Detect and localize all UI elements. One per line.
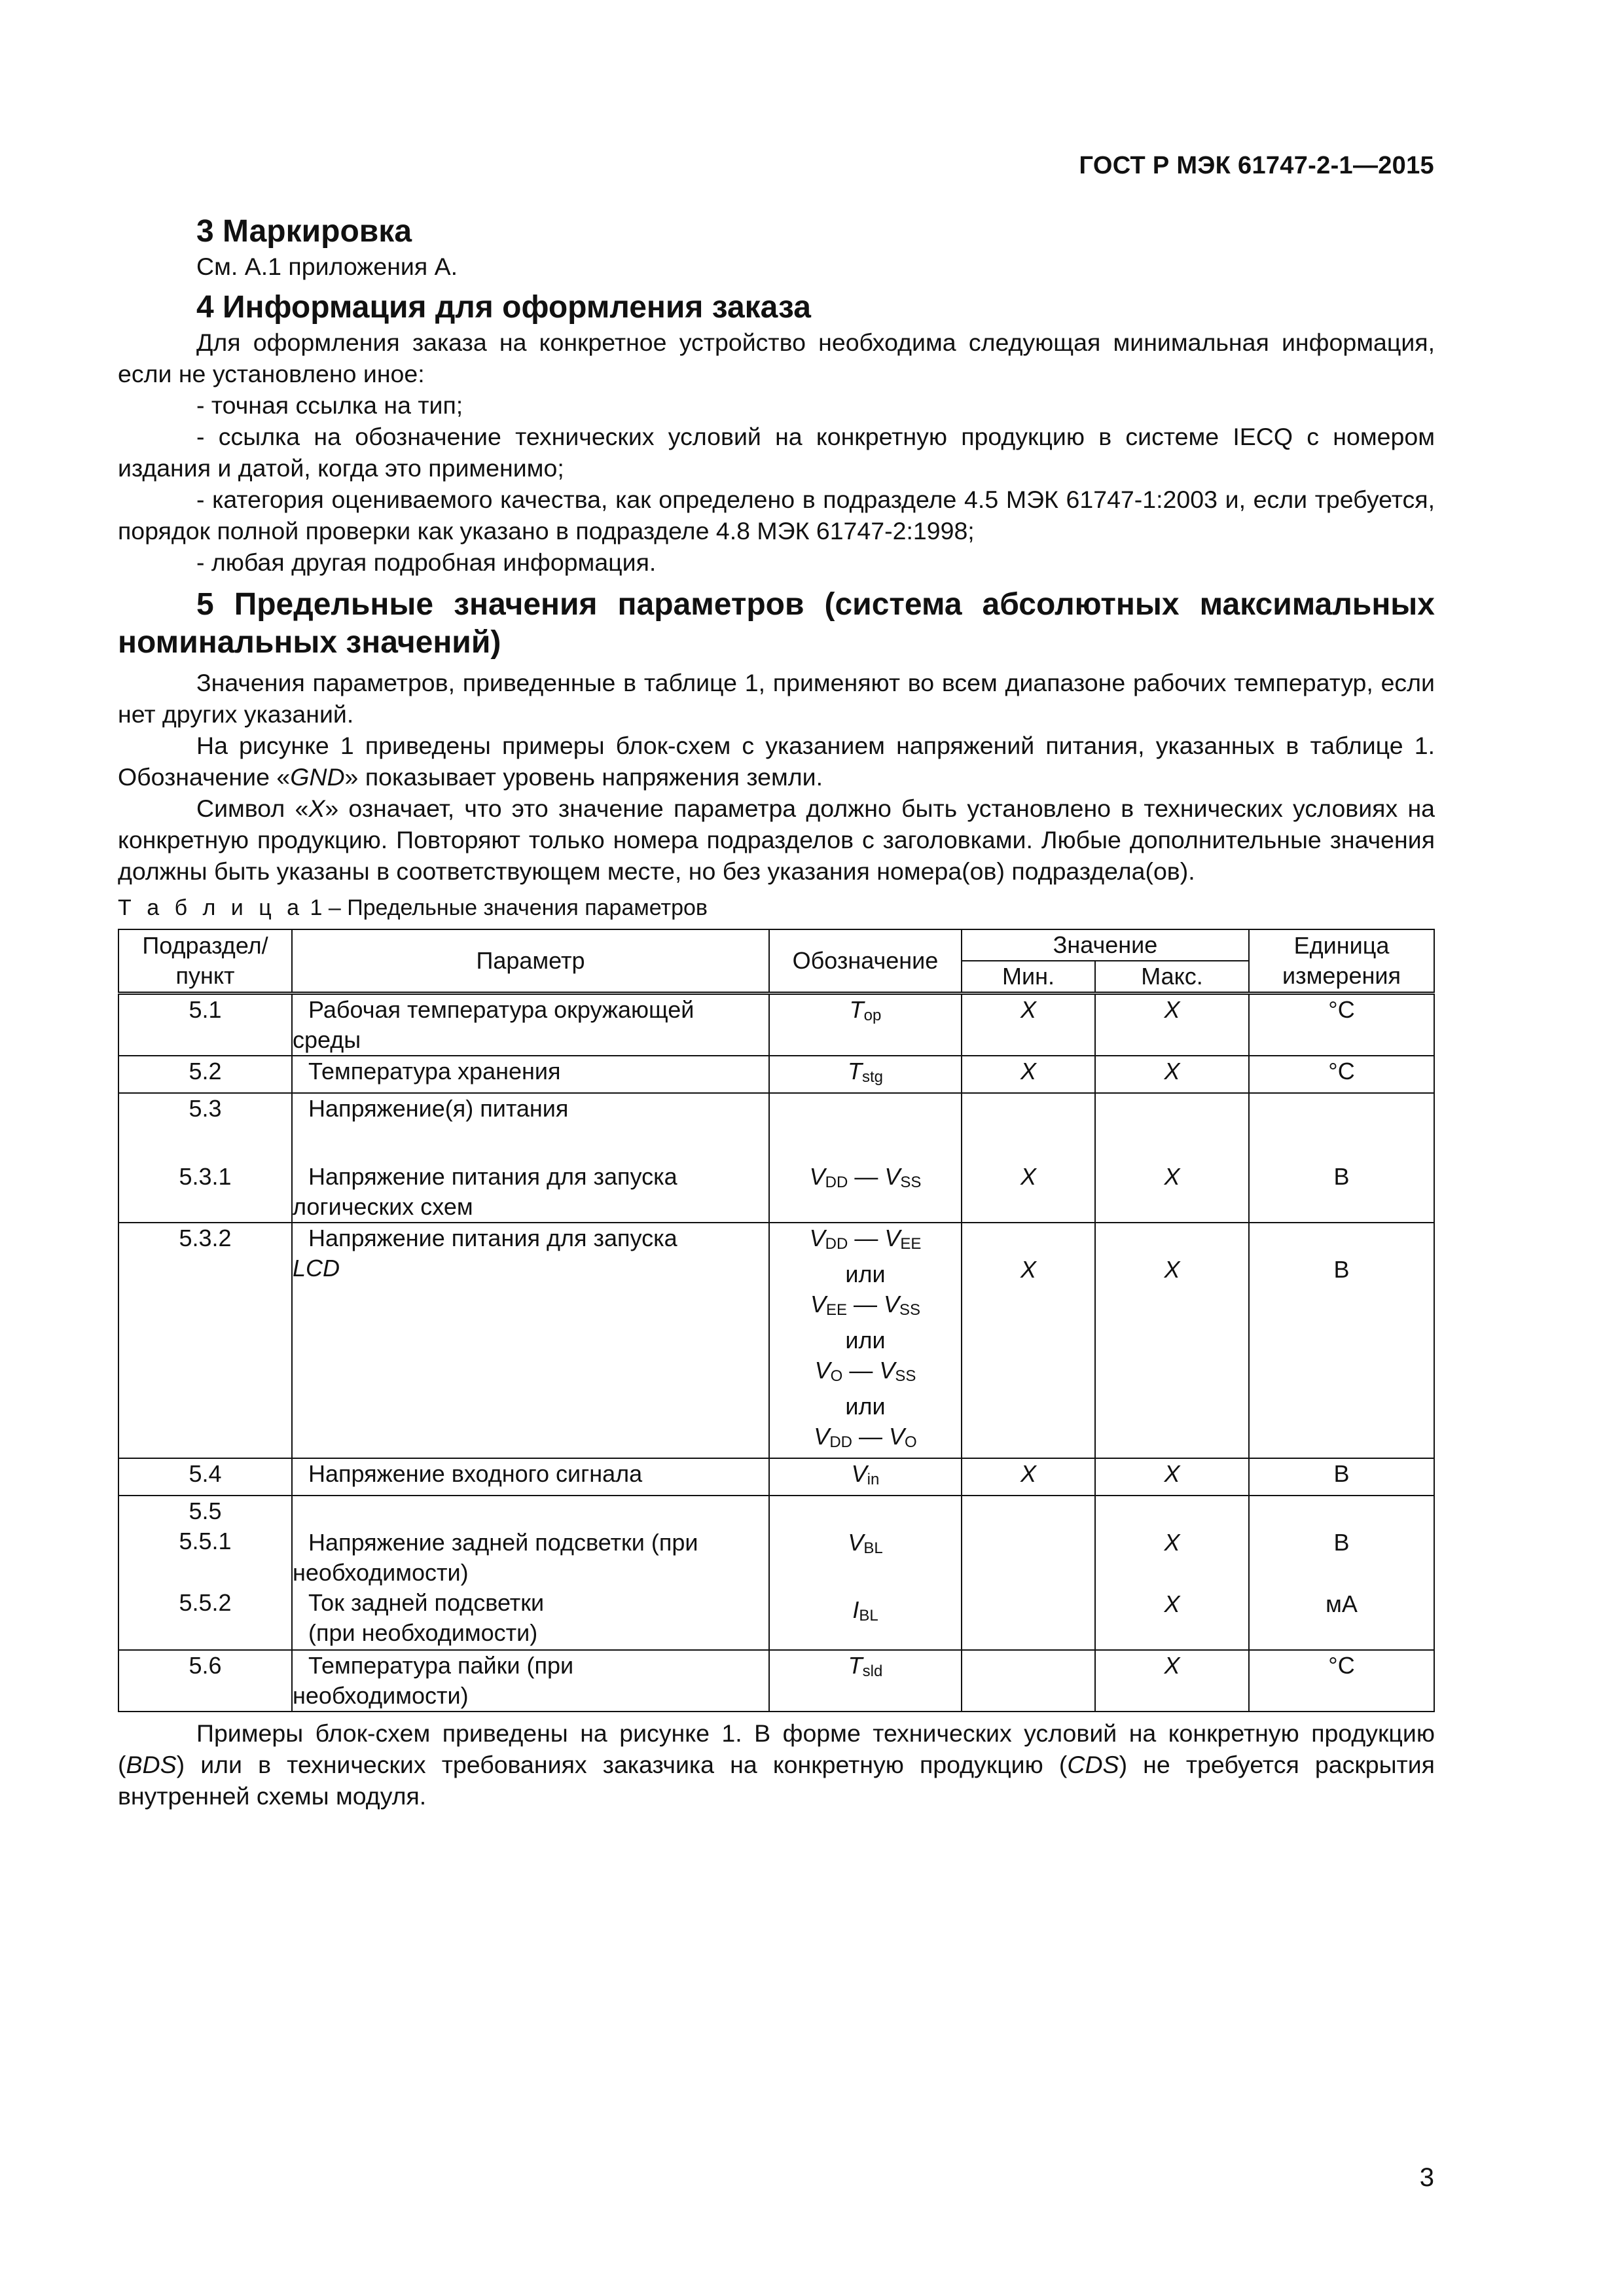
param-line: логических схем <box>293 1193 473 1220</box>
symbol-letter: V <box>814 1423 830 1450</box>
symbol-letter: V <box>884 1225 901 1251</box>
cell-max: X <box>1095 1458 1249 1496</box>
cell-param <box>292 994 769 1056</box>
spacer <box>770 1496 961 1528</box>
symbol-letter: V <box>884 1291 900 1318</box>
cell-param: Температура хранения <box>292 1056 769 1093</box>
max-value: X <box>1164 1163 1180 1190</box>
symbol-subscript: SS <box>895 1367 916 1385</box>
num-line: 5.5.1 <box>179 1528 232 1554</box>
spacer <box>308 1124 755 1162</box>
cell-symbol <box>769 1093 962 1223</box>
table-caption <box>118 893 1435 922</box>
cell-unit: °C <box>1249 994 1434 1056</box>
symbol-dash: — <box>848 1163 885 1190</box>
cell-num <box>118 1093 292 1223</box>
cell-symbol <box>769 1458 962 1496</box>
header-max: Макс. <box>1095 961 1249 994</box>
param-line: Температура пайки (при <box>308 1652 574 1679</box>
cell-unit <box>1249 1496 1434 1650</box>
symbol-letter: V <box>810 1291 826 1318</box>
symbol-letter: V <box>809 1163 825 1190</box>
param-line: Напряжение(я) питания <box>308 1095 569 1122</box>
spacer <box>1096 1496 1248 1528</box>
num-line: 5.5 <box>189 1498 222 1524</box>
unit-value: В <box>1333 1256 1350 1283</box>
spacer <box>308 1496 755 1528</box>
cell-max: X <box>1095 994 1249 1056</box>
symbol-letter: T <box>847 1058 862 1085</box>
symbol-subscript: DD <box>825 1174 848 1191</box>
table-row <box>118 1093 1434 1223</box>
symbol-subscript: BL <box>859 1607 878 1624</box>
page-content <box>118 213 1435 1812</box>
cell-symbol <box>769 1650 962 1712</box>
cell-param: Напряжение входного сигнала <box>292 1458 769 1496</box>
param-line: необходимости) <box>293 1682 469 1709</box>
symbol-or: или <box>845 1393 886 1420</box>
document-id-header: ГОСТ Р МЭК 61747-2-1—2015 <box>1079 152 1434 179</box>
symbol-subscript: DD <box>825 1235 848 1253</box>
min-value: X <box>1020 1163 1036 1190</box>
cell-num: 5.2 <box>118 1056 292 1093</box>
symbol-subscript: sld <box>862 1662 883 1680</box>
header-parameter: Параметр <box>292 929 769 994</box>
param-line: необходимости) <box>293 1559 469 1586</box>
spacer <box>1250 1558 1434 1589</box>
symbol-letter: V <box>889 1423 905 1450</box>
symbol-letter: V <box>814 1357 831 1384</box>
section-5-paragraph-3 <box>118 793 1435 887</box>
max-value: X <box>1164 1256 1180 1283</box>
table-row <box>118 1458 1434 1496</box>
symbol-letter: V <box>879 1357 895 1384</box>
spacer <box>119 1124 291 1162</box>
section-4-intro: Для оформления заказа на конкретное устройство необходима следующая минимальная информация, если не установлено иное: <box>118 329 1435 387</box>
param-line: Рабочая температура окружающей <box>308 996 695 1023</box>
spacer <box>770 1564 961 1595</box>
symbol-subscript: DD <box>829 1433 852 1451</box>
param-line: Ток задней подсветки <box>308 1589 545 1616</box>
text-run: » показывает уровень напряжения земли. <box>344 763 823 791</box>
limit-values-table <box>118 929 1435 1712</box>
table-row <box>118 1223 1434 1458</box>
cell-min: X <box>962 994 1095 1056</box>
min-value: X <box>1020 1256 1036 1283</box>
text-run: На рисунке 1 приведены примеры блок-схем с указанием напряжений питания, указанных в таблице 1. Обозначение « <box>118 732 1435 791</box>
spacer <box>1096 1223 1248 1255</box>
symbol-letter: V <box>851 1460 867 1487</box>
emphasis-x: X <box>308 795 325 822</box>
symbol-line <box>770 1595 961 1631</box>
closing-paragraph <box>118 1717 1435 1812</box>
section-5-title: 5 Предельные значения параметров (система абсолютных максимальных номинальных значений) <box>118 587 1435 660</box>
text-run: ) не требуется раскрытия внутренней схемы модуля. <box>118 1751 1435 1810</box>
section-4-title: 4 Информация для оформления заказа <box>196 290 811 325</box>
spacer <box>119 1556 291 1588</box>
symbol-subscript: SS <box>900 1174 922 1191</box>
section-3-text: См. А.1 приложения А. <box>196 253 458 280</box>
section-4-item-2: - ссылка на обозначение технических условий на конкретную продукцию в системе IECQ с номером издания и датой, когда это применимо; <box>118 423 1435 482</box>
table-row <box>118 1056 1434 1093</box>
cell-param <box>292 1093 769 1223</box>
cell-num: 5.6 <box>118 1650 292 1712</box>
emphasis-cds: CDS <box>1067 1751 1119 1778</box>
caption-label: Т а б л и ц а <box>118 895 304 920</box>
text-run: ) или в технических требованиях заказчика на конкретную продукцию ( <box>176 1751 1068 1778</box>
symbol-or: или <box>845 1327 886 1354</box>
symbol-letter: I <box>852 1596 859 1623</box>
unit-value: В <box>1333 1529 1350 1556</box>
cell-param <box>292 1650 769 1712</box>
cell-num <box>118 1496 292 1650</box>
table-row <box>118 1496 1434 1650</box>
cell-min: X <box>962 1056 1095 1093</box>
symbol-subscript: BL <box>863 1539 883 1557</box>
section-4-item-1: - точная ссылка на тип; <box>196 391 463 419</box>
spacer <box>1250 1496 1434 1528</box>
max-value: X <box>1164 1590 1180 1617</box>
spacer <box>962 1223 1094 1255</box>
cell-max: X <box>1095 1056 1249 1093</box>
cell-symbol <box>769 1223 962 1458</box>
symbol-letter: T <box>849 996 864 1023</box>
param-line: (при необходимости) <box>308 1619 538 1646</box>
unit-value: мА <box>1326 1590 1358 1617</box>
symbol-subscript: EE <box>900 1235 922 1253</box>
symbol-subscript: SS <box>899 1301 921 1319</box>
spacer <box>1096 1094 1248 1162</box>
param-line: Напряжение питания для запуска <box>308 1163 677 1190</box>
cell-max: X <box>1095 1650 1249 1712</box>
section-5-paragraph-2 <box>118 730 1435 793</box>
cell-param <box>292 1496 769 1650</box>
header-symbol: Обозначение <box>769 929 962 994</box>
num-line: 5.3 <box>189 1095 222 1122</box>
cell-min <box>962 1223 1095 1458</box>
symbol-letter: V <box>848 1529 864 1556</box>
cell-min: X <box>962 1458 1095 1496</box>
symbol-dash: — <box>846 1291 884 1318</box>
caption-text: 1 – Предельные значения параметров <box>304 895 708 920</box>
page-number: 3 <box>1419 2163 1434 2192</box>
symbol-letter: V <box>884 1163 901 1190</box>
cell-unit: °C <box>1249 1056 1434 1093</box>
cell-param <box>292 1223 769 1458</box>
symbol-letter: V <box>809 1225 825 1251</box>
symbol-line <box>770 1355 961 1391</box>
cell-min <box>962 1650 1095 1712</box>
param-line: Напряжение питания для запуска <box>308 1225 677 1251</box>
spacer <box>119 1618 291 1649</box>
symbol-dash: — <box>842 1357 880 1384</box>
text-run: » означает, что это значение параметра должно быть установлено в технических условиях на конкретную продукцию. Повторяют только номера подразделов с заголовками. Любые дополнительные значения должны быть указаны в соответствующем месте, но без указания номера(ов) подраздела(ов). <box>118 795 1435 885</box>
symbol-line <box>770 1223 961 1259</box>
max-value: X <box>1164 1529 1180 1556</box>
symbol-line <box>770 1528 961 1564</box>
symbol-subscript: in <box>867 1471 880 1488</box>
spacer <box>1250 1223 1434 1255</box>
cell-symbol <box>769 1056 962 1093</box>
cell-symbol <box>769 994 962 1056</box>
symbol-dash: — <box>852 1423 889 1450</box>
cell-unit <box>1249 1093 1434 1223</box>
cell-min <box>962 1093 1095 1223</box>
emphasis-bds: BDS <box>126 1751 177 1778</box>
symbol-or: или <box>845 1261 886 1287</box>
section-4-item-3: - категория оцениваемого качества, как определено в подразделе 4.5 МЭК 61747-1:2003 и, если требуется, порядок полной проверки как указано в подразделе 4.8 МЭК 61747-2:1998; <box>118 486 1435 545</box>
cell-max <box>1095 1093 1249 1223</box>
cell-unit: °C <box>1249 1650 1434 1712</box>
header-value: Значение <box>962 929 1249 961</box>
cell-unit <box>1249 1223 1434 1458</box>
spacer <box>962 1094 1094 1162</box>
cell-unit: В <box>1249 1458 1434 1496</box>
num-line: 5.5.2 <box>179 1589 232 1616</box>
symbol-subscript: op <box>863 1007 882 1024</box>
param-line: среды <box>293 1026 361 1053</box>
param-line: Напряжение задней подсветки (при <box>308 1529 698 1556</box>
spacer <box>1250 1094 1434 1162</box>
cell-max <box>1095 1223 1249 1458</box>
cell-num: 5.1 <box>118 994 292 1056</box>
symbol-subscript: O <box>830 1367 843 1385</box>
symbol-line <box>770 1422 961 1458</box>
header-min: Мин. <box>962 961 1095 994</box>
spacer <box>1096 1558 1248 1589</box>
section-5-paragraph-1: Значения параметров, приведенные в таблице 1, применяют во всем диапазоне рабочих температур, если нет других указаний. <box>118 669 1435 728</box>
cell-min <box>962 1496 1095 1650</box>
section-3-title: 3 Маркировка <box>196 214 412 249</box>
num-line: 5.3.1 <box>179 1163 232 1190</box>
emphasis-gnd: GND <box>290 763 345 791</box>
cell-num: 5.3.2 <box>118 1223 292 1458</box>
table-row <box>118 1650 1434 1712</box>
symbol-letter: T <box>848 1652 863 1679</box>
table-row <box>118 994 1434 1056</box>
text-run: Примеры блок-схем приведены на рисунке 1. В форме технических условий на конкретную продукцию ( <box>118 1719 1435 1778</box>
text-run: Символ « <box>196 795 309 822</box>
symbol-line <box>770 1289 961 1325</box>
cell-symbol <box>769 1496 962 1650</box>
symbol-subscript: O <box>905 1433 917 1451</box>
cell-max <box>1095 1496 1249 1650</box>
unit-value: В <box>1333 1163 1350 1190</box>
symbol-subscript: EE <box>825 1301 847 1319</box>
symbol-dash: — <box>848 1225 885 1251</box>
header-subsection: Подраздел/ пункт <box>118 929 292 994</box>
section-4-item-4: - любая другая подробная информация. <box>196 548 657 576</box>
cell-num: 5.4 <box>118 1458 292 1496</box>
symbol-subscript: stg <box>861 1068 883 1086</box>
header-unit: Единица измерения <box>1249 929 1434 994</box>
param-line: LCD <box>293 1255 340 1282</box>
spacer <box>770 1094 961 1162</box>
